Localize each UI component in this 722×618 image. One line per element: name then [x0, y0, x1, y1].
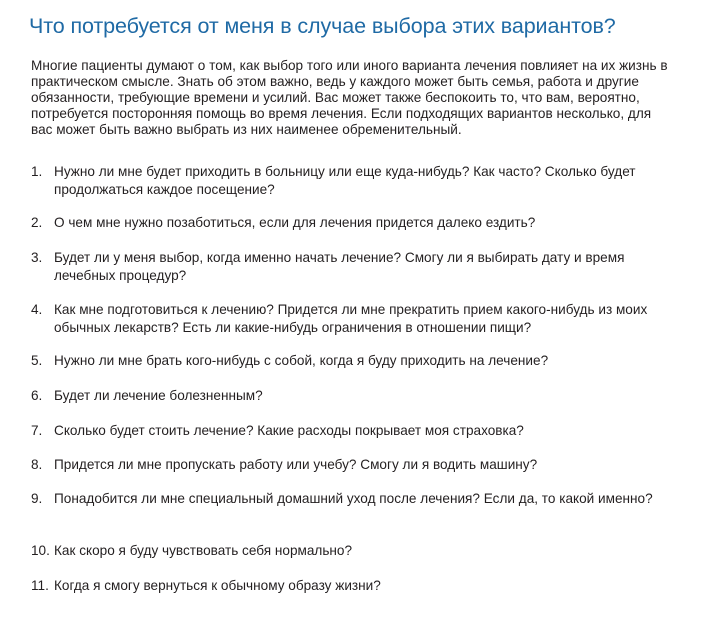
question-item [31, 490, 681, 508]
question-number: 11. [31, 578, 49, 593]
question-number: 1. [31, 164, 43, 179]
question-item [31, 542, 681, 560]
question-text: Нужно ли мне брать кого-нибудь с собой, когда я буду приходить на лечение? [54, 353, 549, 368]
question-number: 5. [31, 353, 43, 368]
question-number: 9. [31, 491, 43, 506]
question-number: 10. [31, 543, 50, 558]
question-item [31, 214, 681, 232]
page-title: Что потребуется от меня в случае выбора этих вариантов? [29, 14, 616, 38]
question-text: Как скоро я буду чувствовать себя нормально? [54, 543, 353, 558]
question-text: Сколько будет стоить лечение? Какие расходы покрывает моя страховка? [54, 423, 524, 438]
question-number: 3. [31, 250, 43, 265]
question-item [31, 352, 681, 370]
question-number: 4. [31, 302, 43, 317]
question-text: Понадобится ли мне специальный домашний уход после лечения? Если да, то какой именно? [54, 491, 653, 506]
question-item [31, 577, 681, 595]
question-text: Как мне подготовиться к лечению? Придется ли мне прекратить прием какого-нибудь из моих обычных лекарств? Есть ли какие-нибудь ограничения в отношении пищи? [54, 302, 648, 335]
question-item [31, 456, 681, 474]
intro-paragraph: Многие пациенты думают о том, как выбор того или иного варианта лечения повлияет на их жизнь в практическом смысле. Знать об этом важно, ведь у каждого может быть семья, работа и другие обязанности, требующие времени и усилий. Вас может также беспокоить то, что вам, вероятно, потребуется посторонняя помощь во время лечения. Если подходящих вариантов несколько, для вас может быть важно выбрать из них наименее обременительный. [31, 58, 668, 137]
question-item [31, 249, 681, 285]
question-text: О чем мне нужно позаботиться, если для лечения придется далеко ездить? [54, 215, 536, 230]
question-number: 2. [31, 215, 43, 230]
question-text: Нужно ли мне будет приходить в больницу или еще куда-нибудь? Как часто? Сколько будет продолжаться каждое посещение? [54, 164, 636, 197]
question-text: Будет ли у меня выбор, когда именно начать лечение? Смогу ли я выбирать дату и время лечебных процедур? [54, 250, 625, 283]
question-item [31, 163, 681, 199]
question-text: Когда я смогу вернуться к обычному образу жизни? [54, 578, 381, 593]
question-item [31, 387, 681, 405]
question-text: Будет ли лечение болезненным? [54, 388, 263, 403]
question-number: 7. [31, 423, 43, 438]
question-number: 6. [31, 388, 43, 403]
question-item [31, 422, 681, 440]
question-number: 8. [31, 457, 43, 472]
question-item [31, 301, 681, 337]
question-text: Придется ли мне пропускать работу или учебу? Смогу ли я водить машину? [54, 457, 538, 472]
